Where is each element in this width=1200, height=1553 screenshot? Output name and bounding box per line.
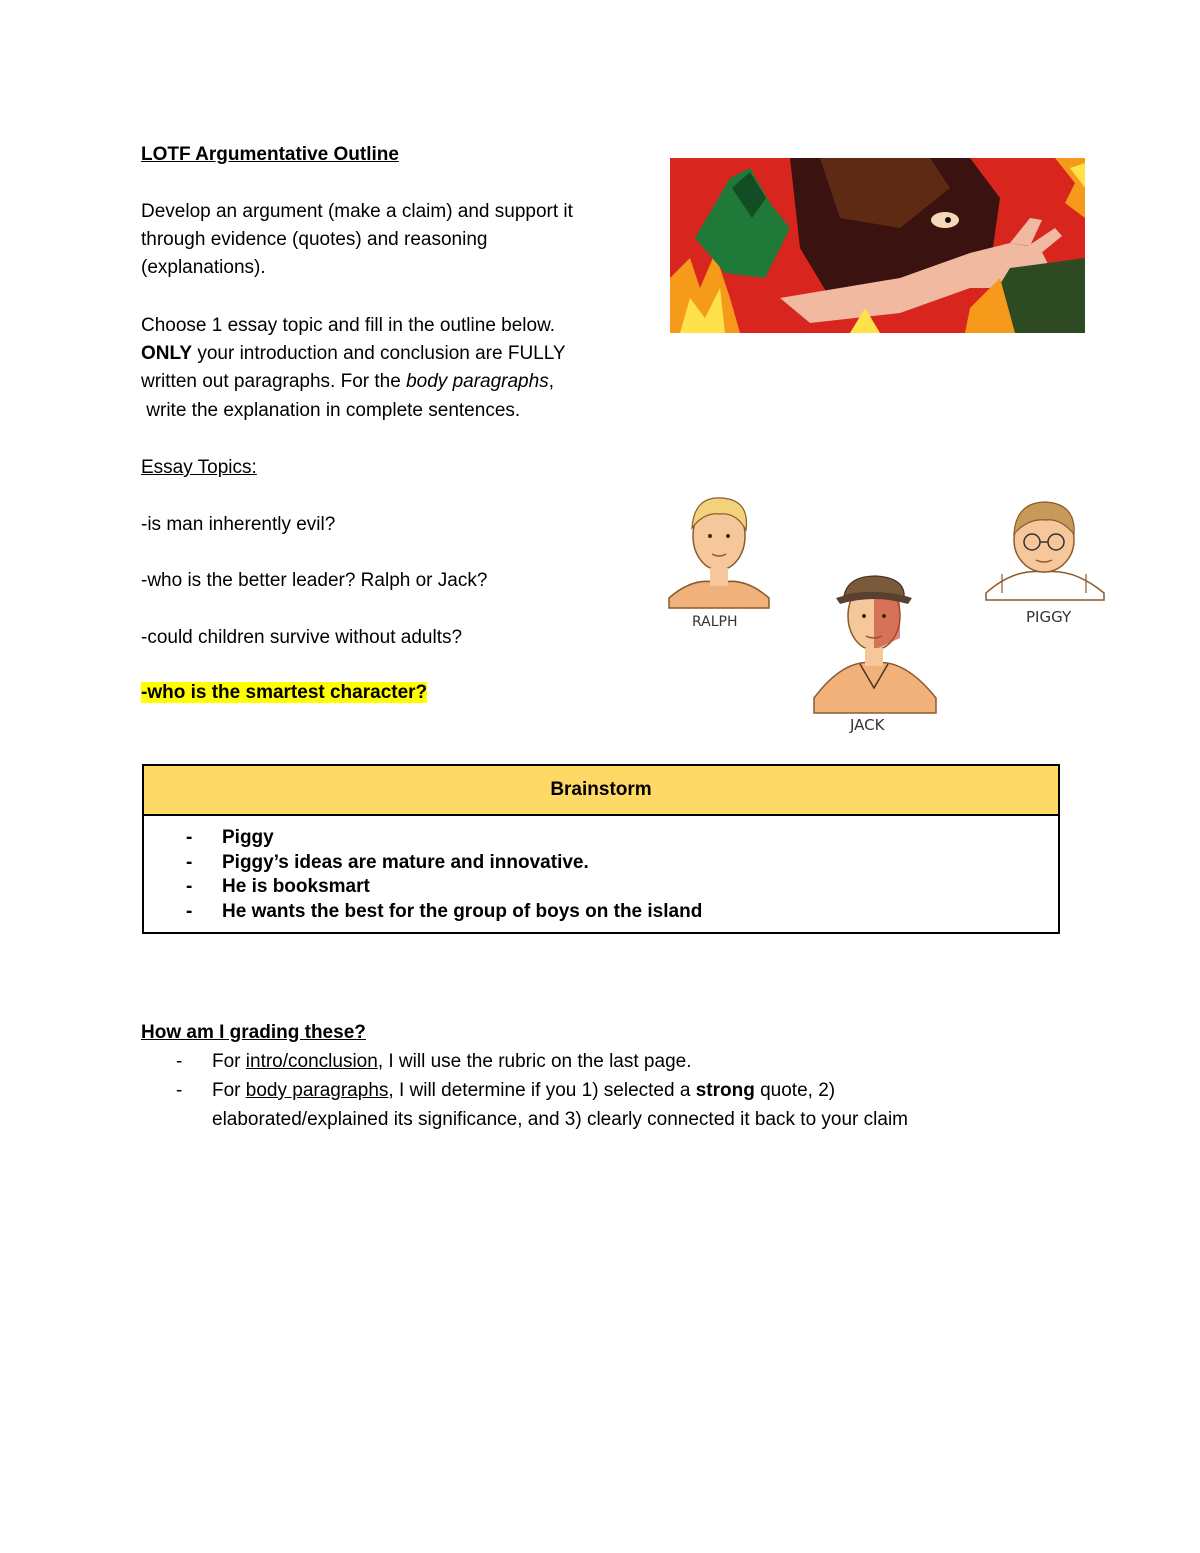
character-illustrations (664, 488, 1114, 738)
piggy-label: PIGGY (1026, 608, 1072, 626)
intro-line-3: (explanations). (141, 257, 266, 278)
body-paragraphs-italic: body paragraphs (406, 371, 549, 392)
brainstorm-table (142, 764, 1060, 934)
bullet-dash: - (186, 827, 193, 848)
list-item: - Piggy’s ideas are mature and innovative. (144, 851, 1058, 876)
topic-item: -who is the better leader? Ralph or Jack? (141, 570, 488, 591)
intro-conclusion-link[interactable]: intro/conclusion (245, 1051, 378, 1072)
piggy-figure (986, 502, 1104, 600)
jack-label: JACK (850, 716, 885, 734)
brainstorm-list (144, 816, 1058, 924)
ralph-figure (669, 498, 769, 608)
essay-topics-heading: Essay Topics: (141, 457, 257, 478)
instructions-line-1: Choose 1 essay topic and fill in the outline below. (141, 315, 556, 336)
bullet-dash: - (186, 851, 193, 873)
topic-item: -is man inherently evil? (141, 514, 336, 535)
ralph-label: RALPH (692, 614, 738, 630)
list-item: - Piggy (144, 826, 1058, 851)
strong-emphasis: strong (695, 1080, 755, 1101)
instructions-line-4: write the explanation in complete sentences. (141, 400, 521, 421)
bullet-dash: - (176, 1051, 183, 1072)
bullet-dash: - (186, 900, 193, 922)
cover-illustration (670, 158, 1085, 333)
brainstorm-header: Brainstorm (144, 766, 1058, 816)
list-item: - He is booksmart (144, 875, 1058, 900)
document-title: LOTF Argumentative Outline (141, 144, 399, 165)
bullet-dash: - (186, 876, 193, 897)
only-emphasis: ONLY (141, 343, 193, 364)
grading-heading: How am I grading these? (141, 1022, 366, 1043)
topic-highlight: -who is the smartest character? (141, 682, 428, 703)
instructions-line-2: ONLY your introduction and conclusion are FULLY (141, 343, 566, 364)
instructions-line-3: written out paragraphs. For the body paragraphs, (141, 371, 554, 392)
bullet-dash: - (176, 1080, 183, 1101)
topic-item: -could children survive without adults? (141, 627, 463, 648)
body-paragraphs-link[interactable]: body paragraphs (245, 1080, 389, 1101)
jack-figure (814, 576, 936, 713)
intro-line-2: through evidence (quotes) and reasoning (141, 229, 488, 250)
list-item: - He wants the best for the group of boys on the island (144, 900, 1058, 925)
intro-line-1: Develop an argument (make a claim) and support it (141, 201, 573, 222)
topic-item-selected (141, 679, 427, 708)
